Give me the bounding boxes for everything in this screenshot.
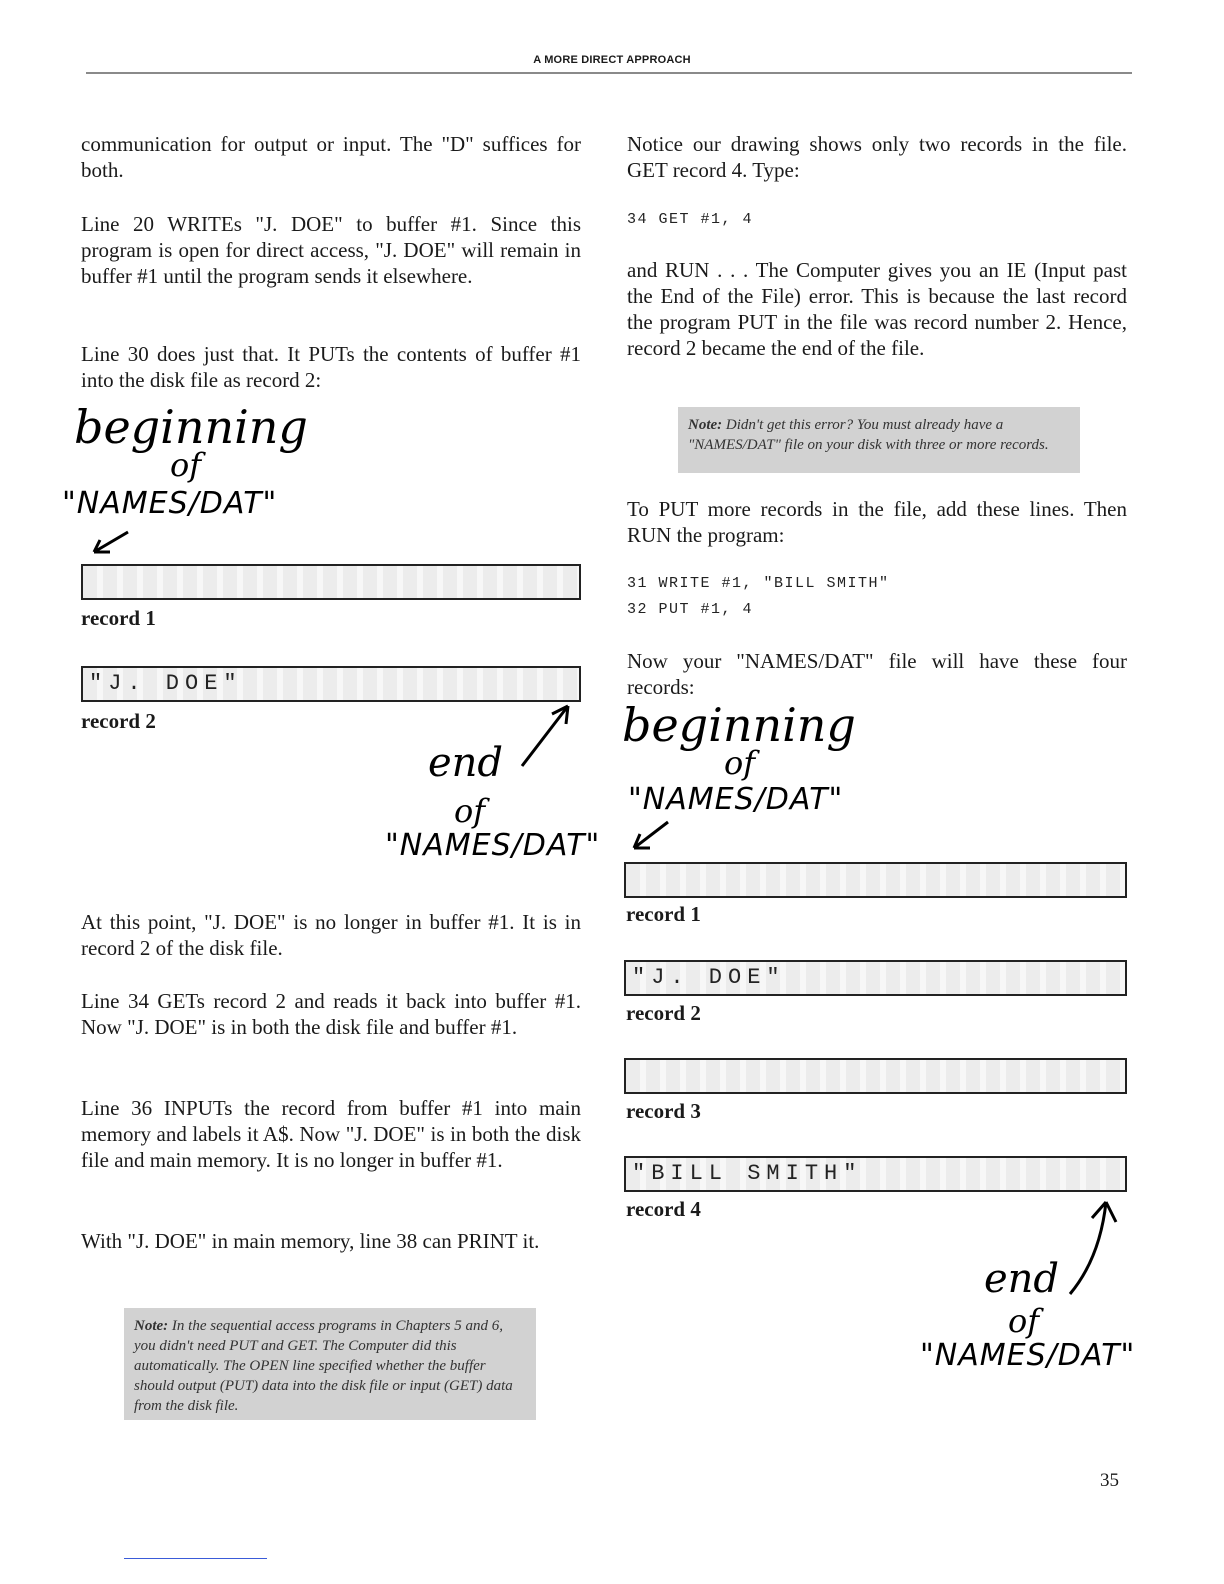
right-paragraph-1: Notice our drawing shows only two records in the file. GET record 4. Type:	[627, 132, 1127, 182]
page-number: 35	[1100, 1470, 1119, 1491]
of-handwriting-right: of	[724, 744, 756, 782]
running-header: A MORE DIRECT APPROACH	[533, 54, 691, 66]
code-line-31: 31 WRITE #1, "BILL SMITH"	[627, 575, 890, 592]
beginning-arrow	[88, 528, 138, 558]
right-note-text: Didn't get this error? You must already have a "NAMES/DAT" file on your disk with three or more records.	[688, 417, 1049, 453]
code-line-34: 34 GET #1, 4	[627, 211, 754, 228]
right-record-3-label: record 3	[626, 1099, 701, 1123]
right-record-1-label: record 1	[626, 902, 701, 926]
right-paragraph-3: To PUT more records in the file, add these lines. Then RUN the program:	[627, 497, 1127, 547]
left-paragraph-2: Line 20 WRITEs "J. DOE" to buffer #1. Since this program is open for direct access, "J. DOE" will remain in buffer #1 until the program sends it elsewhere.	[81, 212, 581, 288]
header-rule	[86, 72, 1132, 74]
beginning-arrow-right	[628, 818, 678, 854]
right-note-label: Note:	[688, 417, 723, 433]
code-line-32: 32 PUT #1, 4	[627, 601, 754, 618]
footer-rule	[124, 1558, 267, 1559]
of-handwriting-end-right: of	[1008, 1302, 1040, 1340]
left-paragraph-6: Line 36 INPUTs the record from buffer #1 into main memory and labels it A$. Now "J. DOE" is in both the disk file and main memory. It is no longer in buffer #1.	[81, 1096, 581, 1172]
right-record-2-box: "J. DOE"	[624, 960, 1127, 996]
end-arrow	[518, 700, 578, 770]
left-paragraph-1: communication for output or input. The "D" suffices for both.	[81, 132, 581, 182]
left-paragraph-7: With "J. DOE" in main memory, line 38 can PRINT it.	[81, 1229, 540, 1253]
left-record-1-box	[81, 564, 581, 600]
beginning-handwriting: beginning	[74, 400, 308, 454]
left-note	[124, 1308, 536, 1420]
left-paragraph-3: Line 30 does just that. It PUTs the contents of buffer #1 into the disk file as record 2:	[81, 342, 581, 392]
right-paragraph-4: Now your "NAMES/DAT" file will have these four records:	[627, 649, 1127, 699]
left-record-2-label: record 2	[81, 709, 156, 733]
file-name-handwriting-right: "NAMES/DAT"	[628, 782, 844, 817]
file-name-handwriting: "NAMES/DAT"	[62, 486, 278, 521]
right-paragraph-2: and RUN . . . The Computer gives you an IE (Input past the End of the File) error. This is because the last record the program PUT in the file was record number 2. Hence, record 2 became the end of the file.	[627, 258, 1127, 360]
left-paragraph-4: At this point, "J. DOE" is no longer in buffer #1. It is in record 2 of the disk file.	[81, 910, 581, 960]
beginning-handwriting-right: beginning	[622, 698, 856, 752]
end-arrow-right	[1062, 1198, 1122, 1298]
left-note-text: In the sequential access programs in Chapters 5 and 6, you didn't need PUT and GET. The Computer did this automatically. The OPEN line specified whether the buffer should output (PUT) data into the disk file or input (GET) data from the disk file.	[134, 1318, 513, 1414]
right-record-4-box: "BILL SMITH"	[624, 1156, 1127, 1192]
right-record-2-label: record 2	[626, 1001, 701, 1025]
of-handwriting: of	[170, 446, 202, 484]
left-paragraph-5: Line 34 GETs record 2 and reads it back into buffer #1. Now "J. DOE" is in both the disk file and buffer #1.	[81, 989, 581, 1039]
left-record-1-label: record 1	[81, 606, 156, 630]
right-note	[678, 407, 1080, 473]
right-record-3-box	[624, 1058, 1127, 1094]
right-record-4-label: record 4	[626, 1197, 701, 1221]
file-name-handwriting-end-right: "NAMES/DAT"	[920, 1338, 1136, 1373]
end-handwriting: end	[428, 740, 504, 786]
left-note-label: Note:	[134, 1318, 169, 1334]
file-name-handwriting-end: "NAMES/DAT"	[385, 828, 601, 863]
of-handwriting-end: of	[454, 792, 486, 830]
right-record-1-box	[624, 862, 1127, 898]
left-record-2-box: "J. DOE"	[81, 666, 581, 702]
end-handwriting-right: end	[984, 1256, 1060, 1302]
